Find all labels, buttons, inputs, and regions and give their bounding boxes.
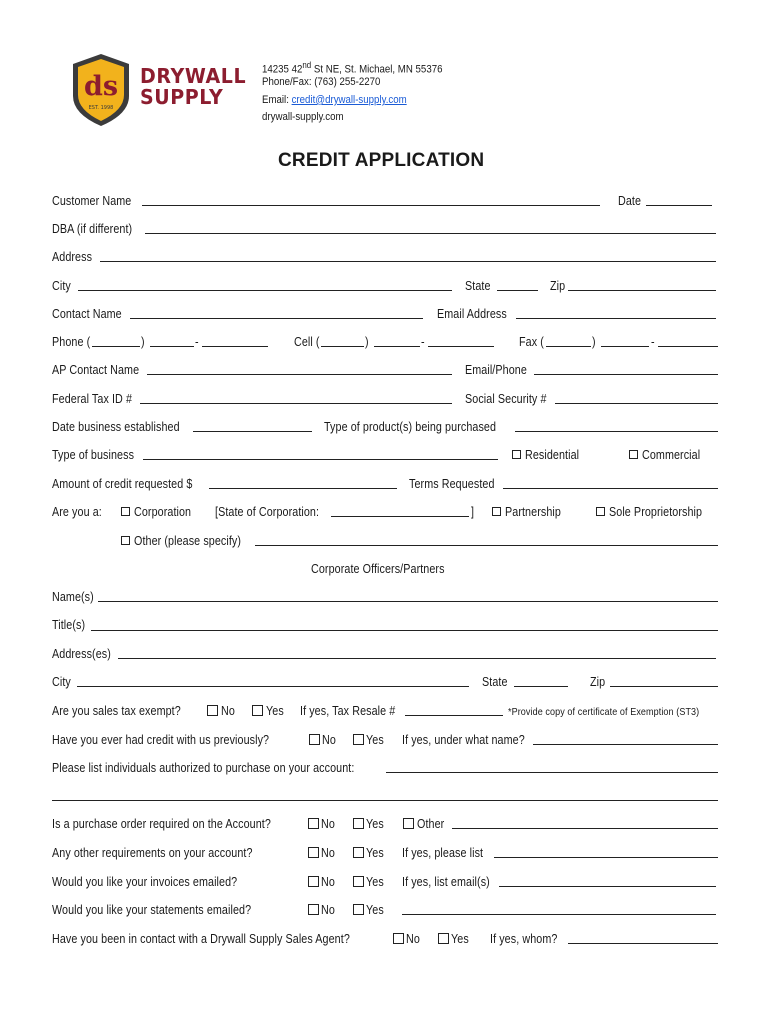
email-address-field[interactable]	[516, 318, 716, 319]
commercial-checkbox[interactable]	[629, 450, 638, 459]
whom-label: If yes, whom?	[490, 932, 558, 946]
customer-name-label: Customer Name	[52, 194, 132, 208]
fax-paren-close: )	[592, 335, 596, 349]
po-other-label: Other	[417, 817, 445, 831]
agent-no-checkbox[interactable]	[393, 933, 404, 944]
other-requirements-label: Any other requirements on your account?	[52, 846, 253, 860]
po-no-label: No	[321, 817, 335, 831]
cell-area-field[interactable]	[321, 346, 364, 347]
po-other-checkbox[interactable]	[403, 818, 414, 829]
sales-agent-label: Have you been in contact with a Drywall Supply Sales Agent?	[52, 932, 350, 946]
st3-note: *Provide copy of certificate of Exemption (ST3)	[508, 706, 700, 718]
tax-exempt-no-checkbox[interactable]	[207, 705, 218, 716]
under-name-label: If yes, under what name?	[402, 733, 525, 747]
officer-state-field[interactable]	[514, 686, 568, 687]
cell-number-field[interactable]	[428, 346, 494, 347]
cell-paren-close: )	[365, 335, 369, 349]
invoices-no-label: No	[321, 875, 335, 889]
tax-resale-field[interactable]	[405, 715, 503, 716]
fax-area-field[interactable]	[546, 346, 591, 347]
type-business-field[interactable]	[143, 459, 498, 460]
city-field[interactable]	[78, 290, 452, 291]
phone-area-field[interactable]	[92, 346, 140, 347]
zip-field[interactable]	[568, 290, 716, 291]
brand-name-line1: DRYWALL	[140, 64, 247, 88]
are-you-label: Are you a:	[52, 505, 102, 519]
type-product-label: Type of product(s) being purchased	[324, 420, 497, 434]
fax-label: Fax (	[519, 335, 544, 349]
other-entity-checkbox[interactable]	[121, 536, 130, 545]
address-superscript: nd	[302, 60, 312, 70]
statements-emailed-label: Would you like your statements emailed?	[52, 903, 252, 917]
contact-name-label: Contact Name	[52, 307, 122, 321]
invoices-yes-checkbox[interactable]	[353, 876, 364, 887]
officer-names-label: Name(s)	[52, 590, 94, 604]
type-business-label: Type of business	[52, 448, 135, 462]
email-phone-field[interactable]	[534, 374, 718, 375]
had-credit-no-label: No	[322, 733, 336, 747]
ssn-field[interactable]	[555, 403, 718, 404]
ssn-label: Social Security #	[465, 392, 547, 406]
fax-dash: -	[651, 335, 655, 349]
sole-prop-label: Sole Proprietorship	[609, 505, 703, 519]
date-established-field[interactable]	[193, 431, 312, 432]
address-field[interactable]	[100, 261, 716, 262]
officer-city-label: City	[52, 675, 71, 689]
had-credit-no-checkbox[interactable]	[309, 734, 320, 745]
agent-yes-label: Yes	[451, 932, 469, 946]
commercial-label: Commercial	[642, 448, 701, 462]
address-label: Address	[52, 250, 93, 264]
credit-amount-label: Amount of credit requested $	[52, 477, 193, 491]
federal-tax-label: Federal Tax ID #	[52, 392, 133, 406]
phone-paren-close: )	[141, 335, 145, 349]
email-label: Email:	[262, 94, 292, 106]
address-suffix: St NE, St. Michael, MN 55376	[311, 63, 443, 76]
other-req-no-checkbox[interactable]	[308, 847, 319, 858]
zip-label: Zip	[550, 279, 566, 293]
other-req-yes-checkbox[interactable]	[353, 847, 364, 858]
please-list-label: If yes, please list	[402, 846, 484, 860]
po-yes-checkbox[interactable]	[353, 818, 364, 829]
po-no-checkbox[interactable]	[308, 818, 319, 829]
date-field[interactable]	[646, 205, 712, 206]
phone-dash: -	[195, 335, 199, 349]
other-req-yes-label: Yes	[366, 846, 384, 860]
tax-exempt-label: Are you sales tax exempt?	[52, 704, 181, 718]
date-established-label: Date business established	[52, 420, 180, 434]
cell-dash: -	[421, 335, 425, 349]
state-corp-bracket: ]	[471, 505, 475, 519]
had-credit-label: Have you ever had credit with us previously?	[52, 733, 270, 747]
officer-city-field[interactable]	[77, 686, 469, 687]
invoices-no-checkbox[interactable]	[308, 876, 319, 887]
cell-label: Cell (	[294, 335, 320, 349]
po-other-field[interactable]	[452, 828, 718, 829]
tax-exempt-yes-label: Yes	[266, 704, 284, 718]
tax-exempt-yes-checkbox[interactable]	[252, 705, 263, 716]
logo-letters: ds	[83, 71, 119, 102]
other-specify-label: Other (please specify)	[134, 534, 242, 548]
customer-name-field[interactable]	[142, 205, 600, 206]
company-email	[262, 92, 407, 109]
officer-addresses-field[interactable]	[118, 658, 716, 659]
email-phone-label: Email/Phone	[465, 363, 527, 377]
authorized-label: Please list individuals authorized to purchase on your account:	[52, 761, 355, 775]
contact-name-field[interactable]	[130, 318, 423, 319]
please-list-field[interactable]	[494, 857, 718, 858]
fax-number-field[interactable]	[658, 346, 718, 347]
other-specify-field[interactable]	[255, 545, 718, 546]
sole-prop-checkbox[interactable]	[596, 507, 605, 516]
state-corp-field[interactable]	[331, 516, 469, 517]
address-prefix: 14235 42	[262, 63, 303, 76]
terms-field[interactable]	[503, 488, 718, 489]
po-required-label: Is a purchase order required on the Account?	[52, 817, 271, 831]
date-label: Date	[618, 194, 642, 208]
phone-number-field[interactable]	[202, 346, 268, 347]
agent-no-label: No	[406, 932, 420, 946]
credit-amount-field[interactable]	[209, 488, 397, 489]
had-credit-yes-checkbox[interactable]	[353, 734, 364, 745]
other-req-no-label: No	[321, 846, 335, 860]
residential-label: Residential	[525, 448, 580, 462]
state-label: State	[465, 279, 491, 293]
state-field[interactable]	[497, 290, 538, 291]
partnership-label: Partnership	[505, 505, 561, 519]
statements-yes-checkbox[interactable]	[353, 904, 364, 915]
state-corp-label: [State of Corporation:	[215, 505, 320, 519]
company-website: drywall-supply.com	[262, 111, 344, 123]
ap-contact-label: AP Contact Name	[52, 363, 140, 377]
officers-heading: Corporate Officers/Partners	[311, 562, 445, 576]
corporation-label: Corporation	[134, 505, 192, 519]
statements-field[interactable]	[402, 914, 716, 915]
cell-prefix-field[interactable]	[374, 346, 420, 347]
invoices-yes-label: Yes	[366, 875, 384, 889]
officer-state-label: State	[482, 675, 508, 689]
ap-contact-field[interactable]	[147, 374, 452, 375]
list-emails-field[interactable]	[499, 886, 716, 887]
dba-label: DBA (if different)	[52, 222, 133, 236]
email-address-label: Email Address	[437, 307, 507, 321]
statements-no-label: No	[321, 903, 335, 917]
partnership-checkbox[interactable]	[492, 507, 501, 516]
type-product-field[interactable]	[515, 431, 718, 432]
officer-zip-field[interactable]	[610, 686, 718, 687]
statements-yes-label: Yes	[366, 903, 384, 917]
federal-tax-field[interactable]	[140, 403, 452, 404]
brand-name-line2: SUPPLY	[140, 85, 224, 109]
corporation-checkbox[interactable]	[121, 507, 130, 516]
officer-titles-label: Title(s)	[52, 618, 86, 632]
authorized-field-1[interactable]	[386, 772, 718, 773]
statements-no-checkbox[interactable]	[308, 904, 319, 915]
dba-field[interactable]	[145, 233, 716, 234]
page-title: CREDIT APPLICATION	[278, 150, 485, 171]
officer-names-field[interactable]	[98, 601, 718, 602]
list-emails-label: If yes, list email(s)	[402, 875, 490, 889]
company-phone-fax: Phone/Fax: (763) 255-2270	[262, 76, 381, 88]
logo-est: EST. 1998	[88, 105, 114, 111]
invoices-emailed-label: Would you like your invoices emailed?	[52, 875, 238, 889]
email-link[interactable]: credit@drywall-supply.com	[291, 94, 407, 106]
phone-prefix-field[interactable]	[150, 346, 194, 347]
tax-resale-label: If yes, Tax Resale #	[300, 704, 396, 718]
had-credit-yes-label: Yes	[366, 733, 384, 747]
residential-checkbox[interactable]	[512, 450, 521, 459]
under-name-field[interactable]	[533, 744, 718, 745]
authorized-field-2[interactable]	[52, 800, 718, 801]
terms-label: Terms Requested	[409, 477, 495, 491]
fax-prefix-field[interactable]	[601, 346, 649, 347]
po-yes-label: Yes	[366, 817, 384, 831]
officer-titles-field[interactable]	[91, 630, 718, 631]
officer-addresses-label: Address(es)	[52, 647, 111, 661]
tax-exempt-no-label: No	[221, 704, 235, 718]
officer-zip-label: Zip	[590, 675, 606, 689]
agent-yes-checkbox[interactable]	[438, 933, 449, 944]
phone-label: Phone (	[52, 335, 91, 349]
city-label: City	[52, 279, 71, 293]
whom-field[interactable]	[568, 943, 718, 944]
drywall-supply-logo-shield	[70, 52, 132, 128]
